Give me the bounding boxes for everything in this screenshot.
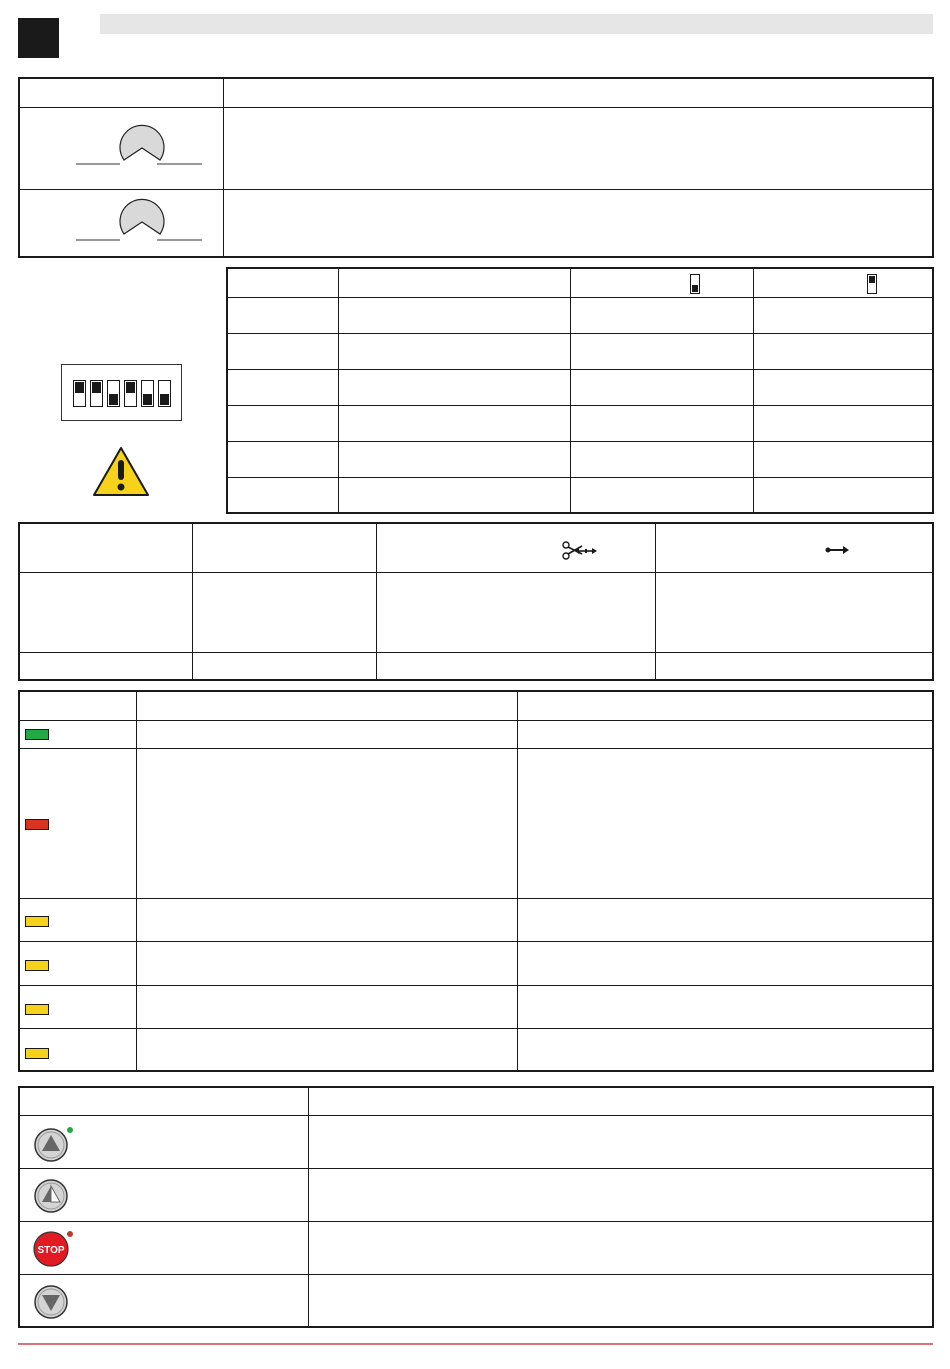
trimmer-table xyxy=(18,77,934,258)
dip-row-5-c2 xyxy=(339,441,571,477)
dip-row-6-c1 xyxy=(227,477,339,513)
yellow-led-icon xyxy=(25,960,49,971)
dip-switch-6 xyxy=(158,380,171,407)
dip-row-4-c4 xyxy=(754,405,934,441)
button-row-down xyxy=(19,1274,309,1327)
rotary-knob-icon xyxy=(20,190,223,258)
dip-switch-2 xyxy=(90,380,103,407)
dip-switch-5 xyxy=(141,380,154,407)
header-black-square xyxy=(18,18,59,58)
connector-row-1-c1 xyxy=(19,572,193,652)
connector-row-2-c1 xyxy=(19,652,193,680)
red-led-icon xyxy=(25,819,49,830)
down-arrow-button-icon[interactable] xyxy=(32,1282,76,1322)
connector-header-cell-2 xyxy=(193,523,377,572)
yellow-led-icon xyxy=(25,916,49,927)
warning-triangle-icon xyxy=(92,446,150,498)
led-row-yellow-1 xyxy=(19,898,137,941)
connector-table xyxy=(18,522,934,681)
led-table xyxy=(18,690,934,1072)
dip-row-6-c3 xyxy=(571,477,754,513)
dip-row-1-c3 xyxy=(571,297,754,333)
dip-row-2-c1 xyxy=(227,333,339,369)
connector-row-1-c4 xyxy=(656,572,934,652)
trimmer-row-2-icon-cell xyxy=(19,189,224,257)
stop-label: STOP xyxy=(37,1244,65,1256)
connector-row-2-c2 xyxy=(193,652,377,680)
button-row-down-text xyxy=(309,1274,934,1327)
dip-row-5-c4 xyxy=(754,441,934,477)
button-row-up-text xyxy=(309,1115,934,1168)
button-table xyxy=(18,1086,934,1328)
usb-icon xyxy=(562,541,604,561)
dip-row-5-c1 xyxy=(227,441,339,477)
led-header-cell-3 xyxy=(518,691,934,720)
led-row-yellow-1-c2 xyxy=(137,898,518,941)
led-row-green xyxy=(19,720,137,748)
dip-row-1-c2 xyxy=(339,297,571,333)
dip-row-1-c4 xyxy=(754,297,934,333)
dip-switch-4 xyxy=(124,380,137,407)
dip-row-3-c1 xyxy=(227,369,339,405)
green-led-icon xyxy=(25,729,49,740)
dip-row-5-c3 xyxy=(571,441,754,477)
title-bar xyxy=(100,14,933,34)
button-row-half-up-text xyxy=(309,1168,934,1221)
dip-row-6-c4 xyxy=(754,477,934,513)
led-row-green-c3 xyxy=(518,720,934,748)
button-header-cell-1 xyxy=(19,1087,309,1115)
dip-row-6-c2 xyxy=(339,477,571,513)
led-header-cell-2 xyxy=(137,691,518,720)
yellow-led-icon xyxy=(25,1048,49,1059)
footer-rule xyxy=(18,1343,933,1345)
connector-row-2-c4 xyxy=(656,652,934,680)
dip-header-cell-1 xyxy=(227,268,339,297)
dip-off-icon xyxy=(690,274,700,294)
led-row-red-c3 xyxy=(518,748,934,898)
dip-row-3-c3 xyxy=(571,369,754,405)
dip-row-2-c2 xyxy=(339,333,571,369)
dip-header-cell-2 xyxy=(339,268,571,297)
connector-row-1-c2 xyxy=(193,572,377,652)
rotary-knob-icon xyxy=(20,108,223,190)
dip-switch-3 xyxy=(107,380,120,407)
led-row-yellow-3-c2 xyxy=(137,985,518,1028)
connector-row-1-c3 xyxy=(377,572,656,652)
dip-switch-1 xyxy=(73,380,86,407)
yellow-led-icon xyxy=(25,1004,49,1015)
trimmer-row-1-icon-cell xyxy=(19,107,224,189)
led-row-yellow-1-c3 xyxy=(518,898,934,941)
led-row-yellow-4-c3 xyxy=(518,1028,934,1071)
dip-row-2-c4 xyxy=(754,333,934,369)
dip-switch-icon xyxy=(61,364,182,421)
trimmer-header-cell-2 xyxy=(224,78,934,107)
dip-header-cell-off xyxy=(571,268,754,297)
connector-header-usb-cell xyxy=(377,523,656,572)
dip-row-4-c1 xyxy=(227,405,339,441)
dip-row-2-c3 xyxy=(571,333,754,369)
button-row-stop xyxy=(19,1221,309,1274)
dip-on-icon xyxy=(867,274,877,294)
stop-button-icon[interactable] xyxy=(32,1228,78,1270)
serial-connector-icon xyxy=(824,544,850,556)
button-row-up xyxy=(19,1115,309,1168)
dip-header-cell-on xyxy=(754,268,934,297)
dip-row-4-c3 xyxy=(571,405,754,441)
led-row-yellow-4-c2 xyxy=(137,1028,518,1071)
led-row-yellow-2 xyxy=(19,941,137,985)
connector-header-serial-cell xyxy=(656,523,934,572)
button-row-stop-text xyxy=(309,1221,934,1274)
led-row-red-c2 xyxy=(137,748,518,898)
led-header-cell-1 xyxy=(19,691,137,720)
trimmer-row-2-text-cell xyxy=(224,189,934,257)
led-row-yellow-2-c2 xyxy=(137,941,518,985)
led-row-yellow-4 xyxy=(19,1028,137,1071)
connector-row-2-c3 xyxy=(377,652,656,680)
led-row-yellow-3-c3 xyxy=(518,985,934,1028)
led-row-green-c2 xyxy=(137,720,518,748)
dip-table xyxy=(226,267,934,514)
trimmer-row-1-text-cell xyxy=(224,107,934,189)
half-up-arrow-button-icon[interactable] xyxy=(32,1177,76,1217)
dip-row-1-c1 xyxy=(227,297,339,333)
connector-header-cell-1 xyxy=(19,523,193,572)
trimmer-header-cell-1 xyxy=(19,78,224,107)
led-row-yellow-2-c3 xyxy=(518,941,934,985)
dip-row-3-c2 xyxy=(339,369,571,405)
led-row-red xyxy=(19,748,137,898)
led-row-yellow-3 xyxy=(19,985,137,1028)
button-header-cell-2 xyxy=(309,1087,934,1115)
up-arrow-button-icon[interactable] xyxy=(32,1124,76,1164)
button-row-half-up xyxy=(19,1168,309,1221)
dip-row-3-c4 xyxy=(754,369,934,405)
dip-row-4-c2 xyxy=(339,405,571,441)
